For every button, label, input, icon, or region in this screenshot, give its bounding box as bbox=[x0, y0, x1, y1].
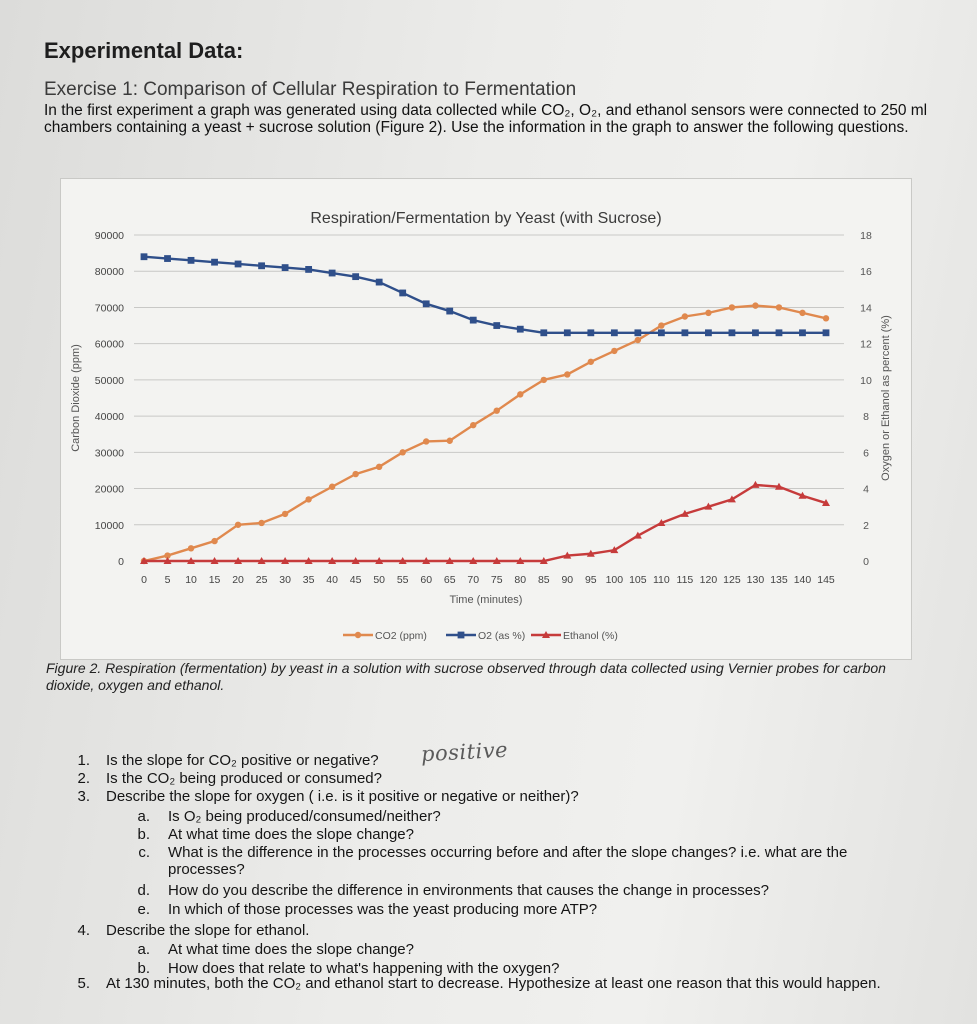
x-tick-label: 15 bbox=[208, 574, 221, 586]
question-number: b. bbox=[137, 826, 150, 843]
y-right-tick-label: 10 bbox=[860, 374, 872, 387]
legend-label: Ethanol (%) bbox=[563, 630, 618, 642]
x-tick-label: 145 bbox=[817, 574, 835, 586]
y-left-tick-label: 90000 bbox=[94, 230, 124, 242]
question-text: Is the CO₂ being produced or consumed? bbox=[106, 770, 382, 787]
x-tick-label: 0 bbox=[141, 574, 147, 586]
question-text: How do you describe the difference in environments that causes the change in processes? bbox=[168, 882, 769, 899]
x-tick-label: 80 bbox=[514, 574, 527, 586]
question-text: Describe the slope for oxygen ( i.e. is it positive or negative or neither)? bbox=[106, 788, 579, 805]
x-axis-label: Time (minutes) bbox=[449, 594, 523, 606]
x-tick-label: 5 bbox=[164, 574, 171, 586]
x-tick-label: 45 bbox=[349, 574, 362, 586]
question-number: a. bbox=[137, 808, 150, 825]
x-tick-label: 50 bbox=[373, 574, 386, 586]
y-left-tick-label: 40000 bbox=[94, 411, 124, 424]
question-text: Describe the slope for ethanol. bbox=[106, 922, 310, 939]
y-right-tick-label: 0 bbox=[863, 556, 869, 568]
y-right-tick-label: 6 bbox=[863, 447, 869, 460]
y-right-tick-label: 12 bbox=[860, 338, 872, 351]
x-tick-label: 25 bbox=[255, 574, 268, 586]
handwritten-answer: positive bbox=[420, 737, 509, 767]
x-tick-label: 110 bbox=[653, 574, 670, 586]
y-right-tick-label: 18 bbox=[860, 230, 872, 242]
question-number: c. bbox=[138, 844, 150, 861]
question-text: At what time does the slope change? bbox=[168, 826, 414, 843]
question-number: a. bbox=[137, 941, 150, 958]
x-tick-label: 105 bbox=[629, 574, 647, 586]
question-number: 5. bbox=[77, 975, 90, 992]
y-left-tick-label: 80000 bbox=[94, 266, 124, 279]
question-text: At 130 minutes, both the CO₂ and ethanol start to decrease. Hypothesize at least one reason that this would happen. bbox=[106, 975, 881, 992]
x-tick-label: 115 bbox=[676, 574, 694, 586]
question-number: d. bbox=[137, 882, 150, 899]
y-right-tick-label: 4 bbox=[863, 483, 869, 496]
y-left-tick-label: 30000 bbox=[94, 447, 124, 460]
intro-paragraph: In the first experiment a graph was generated using data collected while CO₂, O₂, and ethanol sensors were connected to 250 ml chambers containing a yeast + sucrose solution (Figure 2). Use the information in the graph to answer the following questions. bbox=[44, 102, 928, 136]
x-tick-label: 120 bbox=[699, 574, 718, 586]
chart-title: Respiration/Fermentation by Yeast (with Sucrose) bbox=[310, 210, 662, 227]
x-tick-label: 55 bbox=[396, 574, 409, 586]
x-tick-label: 85 bbox=[537, 574, 550, 586]
x-tick-label: 30 bbox=[279, 574, 291, 586]
y-right-tick-label: 16 bbox=[860, 266, 872, 279]
y-left-tick-label: 70000 bbox=[94, 302, 124, 315]
question-text: Is the slope for CO₂ positive or negative? bbox=[106, 752, 379, 769]
question-text: Is O₂ being produced/consumed/neither? bbox=[168, 808, 441, 825]
legend-label: O2 (as %) bbox=[478, 630, 526, 642]
question-number: 2. bbox=[77, 770, 90, 787]
x-tick-label: 75 bbox=[490, 574, 503, 586]
question-number: 3. bbox=[77, 788, 90, 805]
exercise-title: Exercise 1: Comparison of Cellular Respiration to Fermentation bbox=[44, 79, 577, 100]
x-tick-label: 35 bbox=[302, 574, 315, 586]
figure-caption: Figure 2. Respiration (fermentation) by yeast in a solution with sucrose observed through data collected using Vernier probes for carbon dioxide, oxygen and ethanol. bbox=[46, 660, 886, 693]
y-right-axis-label: Oxygen or Ethanol as percent (%) bbox=[880, 315, 892, 481]
page-title: Experimental Data: bbox=[44, 38, 244, 63]
y-right-tick-label: 2 bbox=[863, 519, 869, 532]
x-tick-label: 20 bbox=[232, 574, 244, 586]
y-right-tick-label: 8 bbox=[863, 411, 869, 424]
question-number: b. bbox=[137, 960, 150, 977]
x-tick-label: 65 bbox=[443, 574, 456, 586]
question-text: In which of those processes was the yeast producing more ATP? bbox=[168, 901, 598, 918]
x-tick-label: 60 bbox=[420, 574, 433, 586]
x-tick-label: 95 bbox=[584, 574, 597, 586]
question-text: At what time does the slope change? bbox=[168, 941, 414, 958]
legend-label: CO2 (ppm) bbox=[375, 630, 427, 642]
y-left-tick-label: 10000 bbox=[94, 519, 124, 532]
x-tick-label: 70 bbox=[467, 574, 480, 586]
y-left-tick-label: 20000 bbox=[94, 483, 124, 496]
x-tick-label: 140 bbox=[793, 574, 812, 586]
question-text: What is the difference in the processes occurring before and after the slope changes? i.e. what are the processes? bbox=[168, 844, 848, 878]
question-number: 4. bbox=[77, 922, 90, 939]
y-left-tick-label: 60000 bbox=[94, 338, 124, 351]
x-tick-label: 130 bbox=[746, 574, 765, 586]
x-tick-label: 125 bbox=[723, 574, 741, 586]
question-text: How does that relate to what's happening with the oxygen? bbox=[168, 960, 560, 977]
y-right-tick-label: 14 bbox=[860, 302, 872, 315]
x-tick-label: 100 bbox=[605, 574, 624, 586]
x-tick-label: 10 bbox=[185, 574, 197, 586]
x-tick-label: 135 bbox=[770, 574, 788, 586]
x-tick-label: 90 bbox=[561, 574, 574, 586]
question-number: 1. bbox=[77, 752, 90, 769]
x-tick-label: 40 bbox=[326, 574, 338, 586]
y-left-tick-label: 0 bbox=[118, 556, 124, 568]
question-number: e. bbox=[137, 901, 150, 918]
y-left-tick-label: 50000 bbox=[94, 374, 124, 387]
y-left-axis-label: Carbon Dioxide (ppm) bbox=[70, 344, 82, 452]
